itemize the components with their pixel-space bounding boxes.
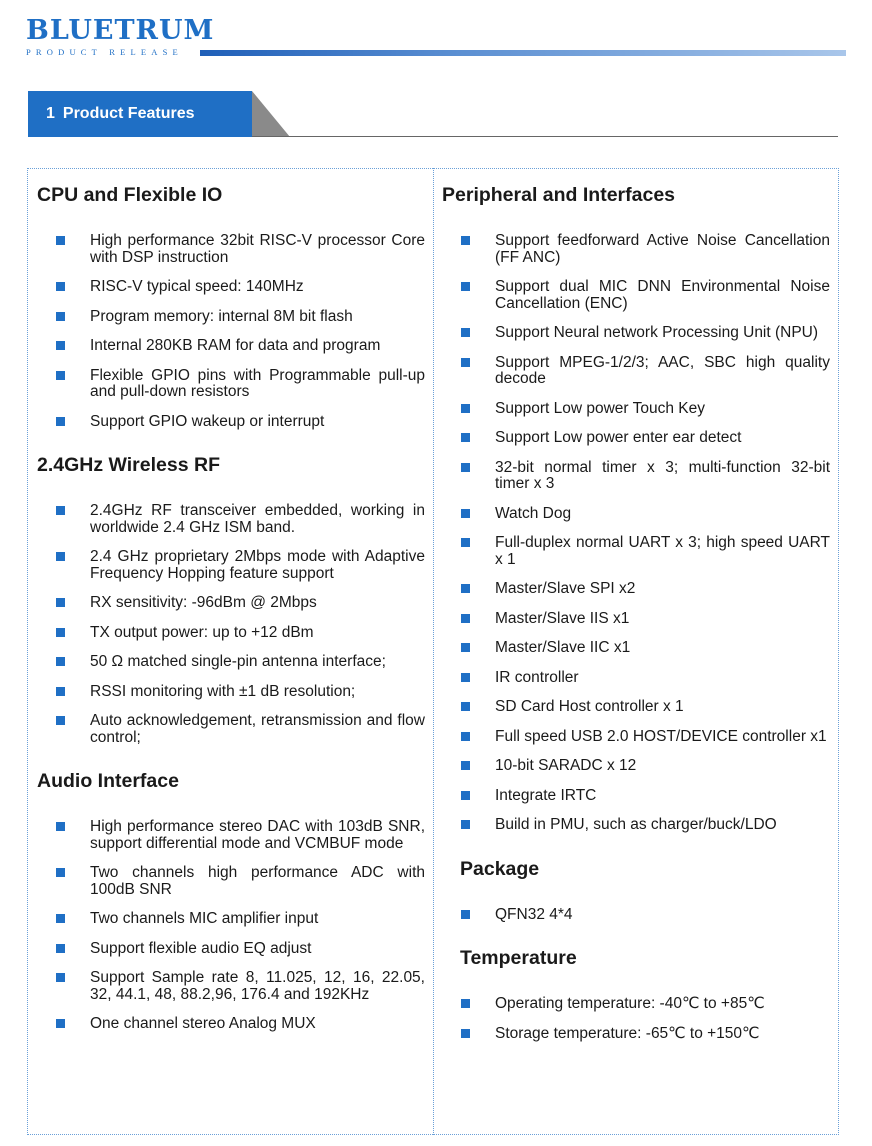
right-column — [442, 168, 830, 1055]
list-item: Support flexible audio EQ adjust — [37, 941, 425, 958]
list-item: One channel stereo Analog MUX — [37, 1016, 425, 1033]
square-bullet-icon — [56, 552, 65, 561]
square-bullet-icon — [461, 404, 470, 413]
peripheral-heading: Peripheral and Interfaces — [442, 184, 676, 206]
list-item: Support Neural network Processing Unit (NPU) — [442, 325, 830, 342]
section-title: Product Features — [62, 105, 195, 122]
section-rule — [252, 136, 838, 137]
square-bullet-icon — [56, 371, 65, 380]
square-bullet-icon — [56, 973, 65, 982]
list-item: Program memory: internal 8M bit flash — [37, 309, 425, 326]
list-item: Full speed USB 2.0 HOST/DEVICE controller x1 — [442, 729, 830, 746]
list-item: Storage temperature: -65℃ to +150℃ — [442, 1026, 830, 1043]
section-number: 1 — [46, 105, 55, 122]
square-bullet-icon — [461, 358, 470, 367]
list-item: Support Low power Touch Key — [442, 401, 830, 418]
square-bullet-icon — [461, 702, 470, 711]
list-item: 2.4GHz RF transceiver embedded, working in worldwide 2.4 GHz ISM band. — [37, 503, 425, 536]
square-bullet-icon — [56, 312, 65, 321]
list-item: Support GPIO wakeup or interrupt — [37, 414, 425, 431]
audio-interface-list — [37, 819, 425, 1033]
temperature-heading: Temperature — [460, 947, 577, 969]
list-item: Support Low power enter ear detect — [442, 430, 830, 447]
square-bullet-icon — [461, 673, 470, 682]
brand-name: BLUETRUM — [26, 15, 215, 46]
square-bullet-icon — [461, 614, 470, 623]
square-bullet-icon — [461, 236, 470, 245]
list-item: Integrate IRTC — [442, 788, 830, 805]
square-bullet-icon — [461, 820, 470, 829]
list-item: Support feedforward Active Noise Cancellation (FF ANC) — [442, 233, 830, 266]
cpu-io-heading: CPU and Flexible IO — [37, 184, 223, 206]
list-item: Support MPEG-1/2/3; AAC, SBC high quality decode — [442, 355, 830, 388]
list-item: IR controller — [442, 670, 830, 687]
square-bullet-icon — [56, 341, 65, 350]
cpu-io-list — [37, 233, 425, 430]
peripheral-list — [442, 233, 830, 834]
list-item: RSSI monitoring with ±1 dB resolution; — [37, 684, 425, 701]
square-bullet-icon — [56, 657, 65, 666]
square-bullet-icon — [461, 643, 470, 652]
list-item: QFN32 4*4 — [442, 907, 830, 924]
list-item: Two channels MIC amplifier input — [37, 911, 425, 928]
list-item: Full-duplex normal UART x 3; high speed UART x 1 — [442, 535, 830, 568]
wireless-rf-heading: 2.4GHz Wireless RF — [37, 454, 220, 476]
list-item: Build in PMU, such as charger/buck/LDO — [442, 817, 830, 834]
list-item: Flexible GPIO pins with Programmable pull-up and pull-down resistors — [37, 368, 425, 401]
square-bullet-icon — [461, 433, 470, 442]
list-item: SD Card Host controller x 1 — [442, 699, 830, 716]
square-bullet-icon — [461, 791, 470, 800]
square-bullet-icon — [461, 328, 470, 337]
package-list — [442, 907, 830, 924]
square-bullet-icon — [461, 910, 470, 919]
square-bullet-icon — [56, 506, 65, 515]
list-item: Support dual MIC DNN Environmental Noise Cancellation (ENC) — [442, 279, 830, 312]
square-bullet-icon — [56, 282, 65, 291]
wireless-rf-list — [37, 503, 425, 746]
square-bullet-icon — [461, 463, 470, 472]
list-item: Operating temperature: -40℃ to +85℃ — [442, 996, 830, 1013]
list-item: Master/Slave IIC x1 — [442, 640, 830, 657]
header-rule — [200, 50, 846, 56]
square-bullet-icon — [461, 999, 470, 1008]
audio-interface-heading: Audio Interface — [37, 770, 179, 792]
column-divider — [433, 168, 434, 1135]
square-bullet-icon — [461, 509, 470, 518]
brand-logo — [26, 16, 214, 57]
square-bullet-icon — [56, 1019, 65, 1028]
list-item: High performance 32bit RISC-V processor Core with DSP instruction — [37, 233, 425, 266]
square-bullet-icon — [56, 868, 65, 877]
list-item: TX output power: up to +12 dBm — [37, 625, 425, 642]
brand-subtitle: PRODUCT RELEASE — [26, 47, 183, 57]
list-item: RX sensitivity: -96dBm @ 2Mbps — [37, 595, 425, 612]
square-bullet-icon — [461, 282, 470, 291]
list-item: 32-bit normal timer x 3; multi-function 32-bit timer x 3 — [442, 460, 830, 493]
section-heading — [28, 91, 252, 137]
square-bullet-icon — [461, 1029, 470, 1038]
square-bullet-icon — [56, 716, 65, 725]
list-item: RISC-V typical speed: 140MHz — [37, 279, 425, 296]
square-bullet-icon — [461, 761, 470, 770]
list-item: 2.4 GHz proprietary 2Mbps mode with Adaptive Frequency Hopping feature support — [37, 549, 425, 582]
square-bullet-icon — [461, 732, 470, 741]
square-bullet-icon — [56, 598, 65, 607]
square-bullet-icon — [461, 584, 470, 593]
package-heading: Package — [460, 857, 540, 880]
list-item: Watch Dog — [442, 506, 830, 523]
square-bullet-icon — [56, 687, 65, 696]
list-item: Internal 280KB RAM for data and program — [37, 338, 425, 355]
list-item: Auto acknowledgement, retransmission and flow control; — [37, 713, 425, 746]
temperature-list — [442, 996, 830, 1042]
list-item: Two channels high performance ADC with 100dB SNR — [37, 865, 425, 898]
list-item: Master/Slave IIS x1 — [442, 611, 830, 628]
square-bullet-icon — [56, 628, 65, 637]
list-item: 10-bit SARADC x 12 — [442, 758, 830, 775]
square-bullet-icon — [56, 236, 65, 245]
list-item: Support Sample rate 8, 11.025, 12, 16, 22.05, 32, 44.1, 48, 88.2,96, 176.4 and 192KHz — [37, 970, 425, 1003]
left-column — [37, 168, 425, 1046]
square-bullet-icon — [56, 822, 65, 831]
section-tab-tail — [252, 91, 292, 137]
square-bullet-icon — [461, 538, 470, 547]
square-bullet-icon — [56, 944, 65, 953]
list-item: High performance stereo DAC with 103dB SNR, support differential mode and VCMBUF mode — [37, 819, 425, 852]
list-item: 50 Ω matched single-pin antenna interface; — [37, 654, 425, 671]
list-item: Master/Slave SPI x2 — [442, 581, 830, 598]
square-bullet-icon — [56, 914, 65, 923]
square-bullet-icon — [56, 417, 65, 426]
